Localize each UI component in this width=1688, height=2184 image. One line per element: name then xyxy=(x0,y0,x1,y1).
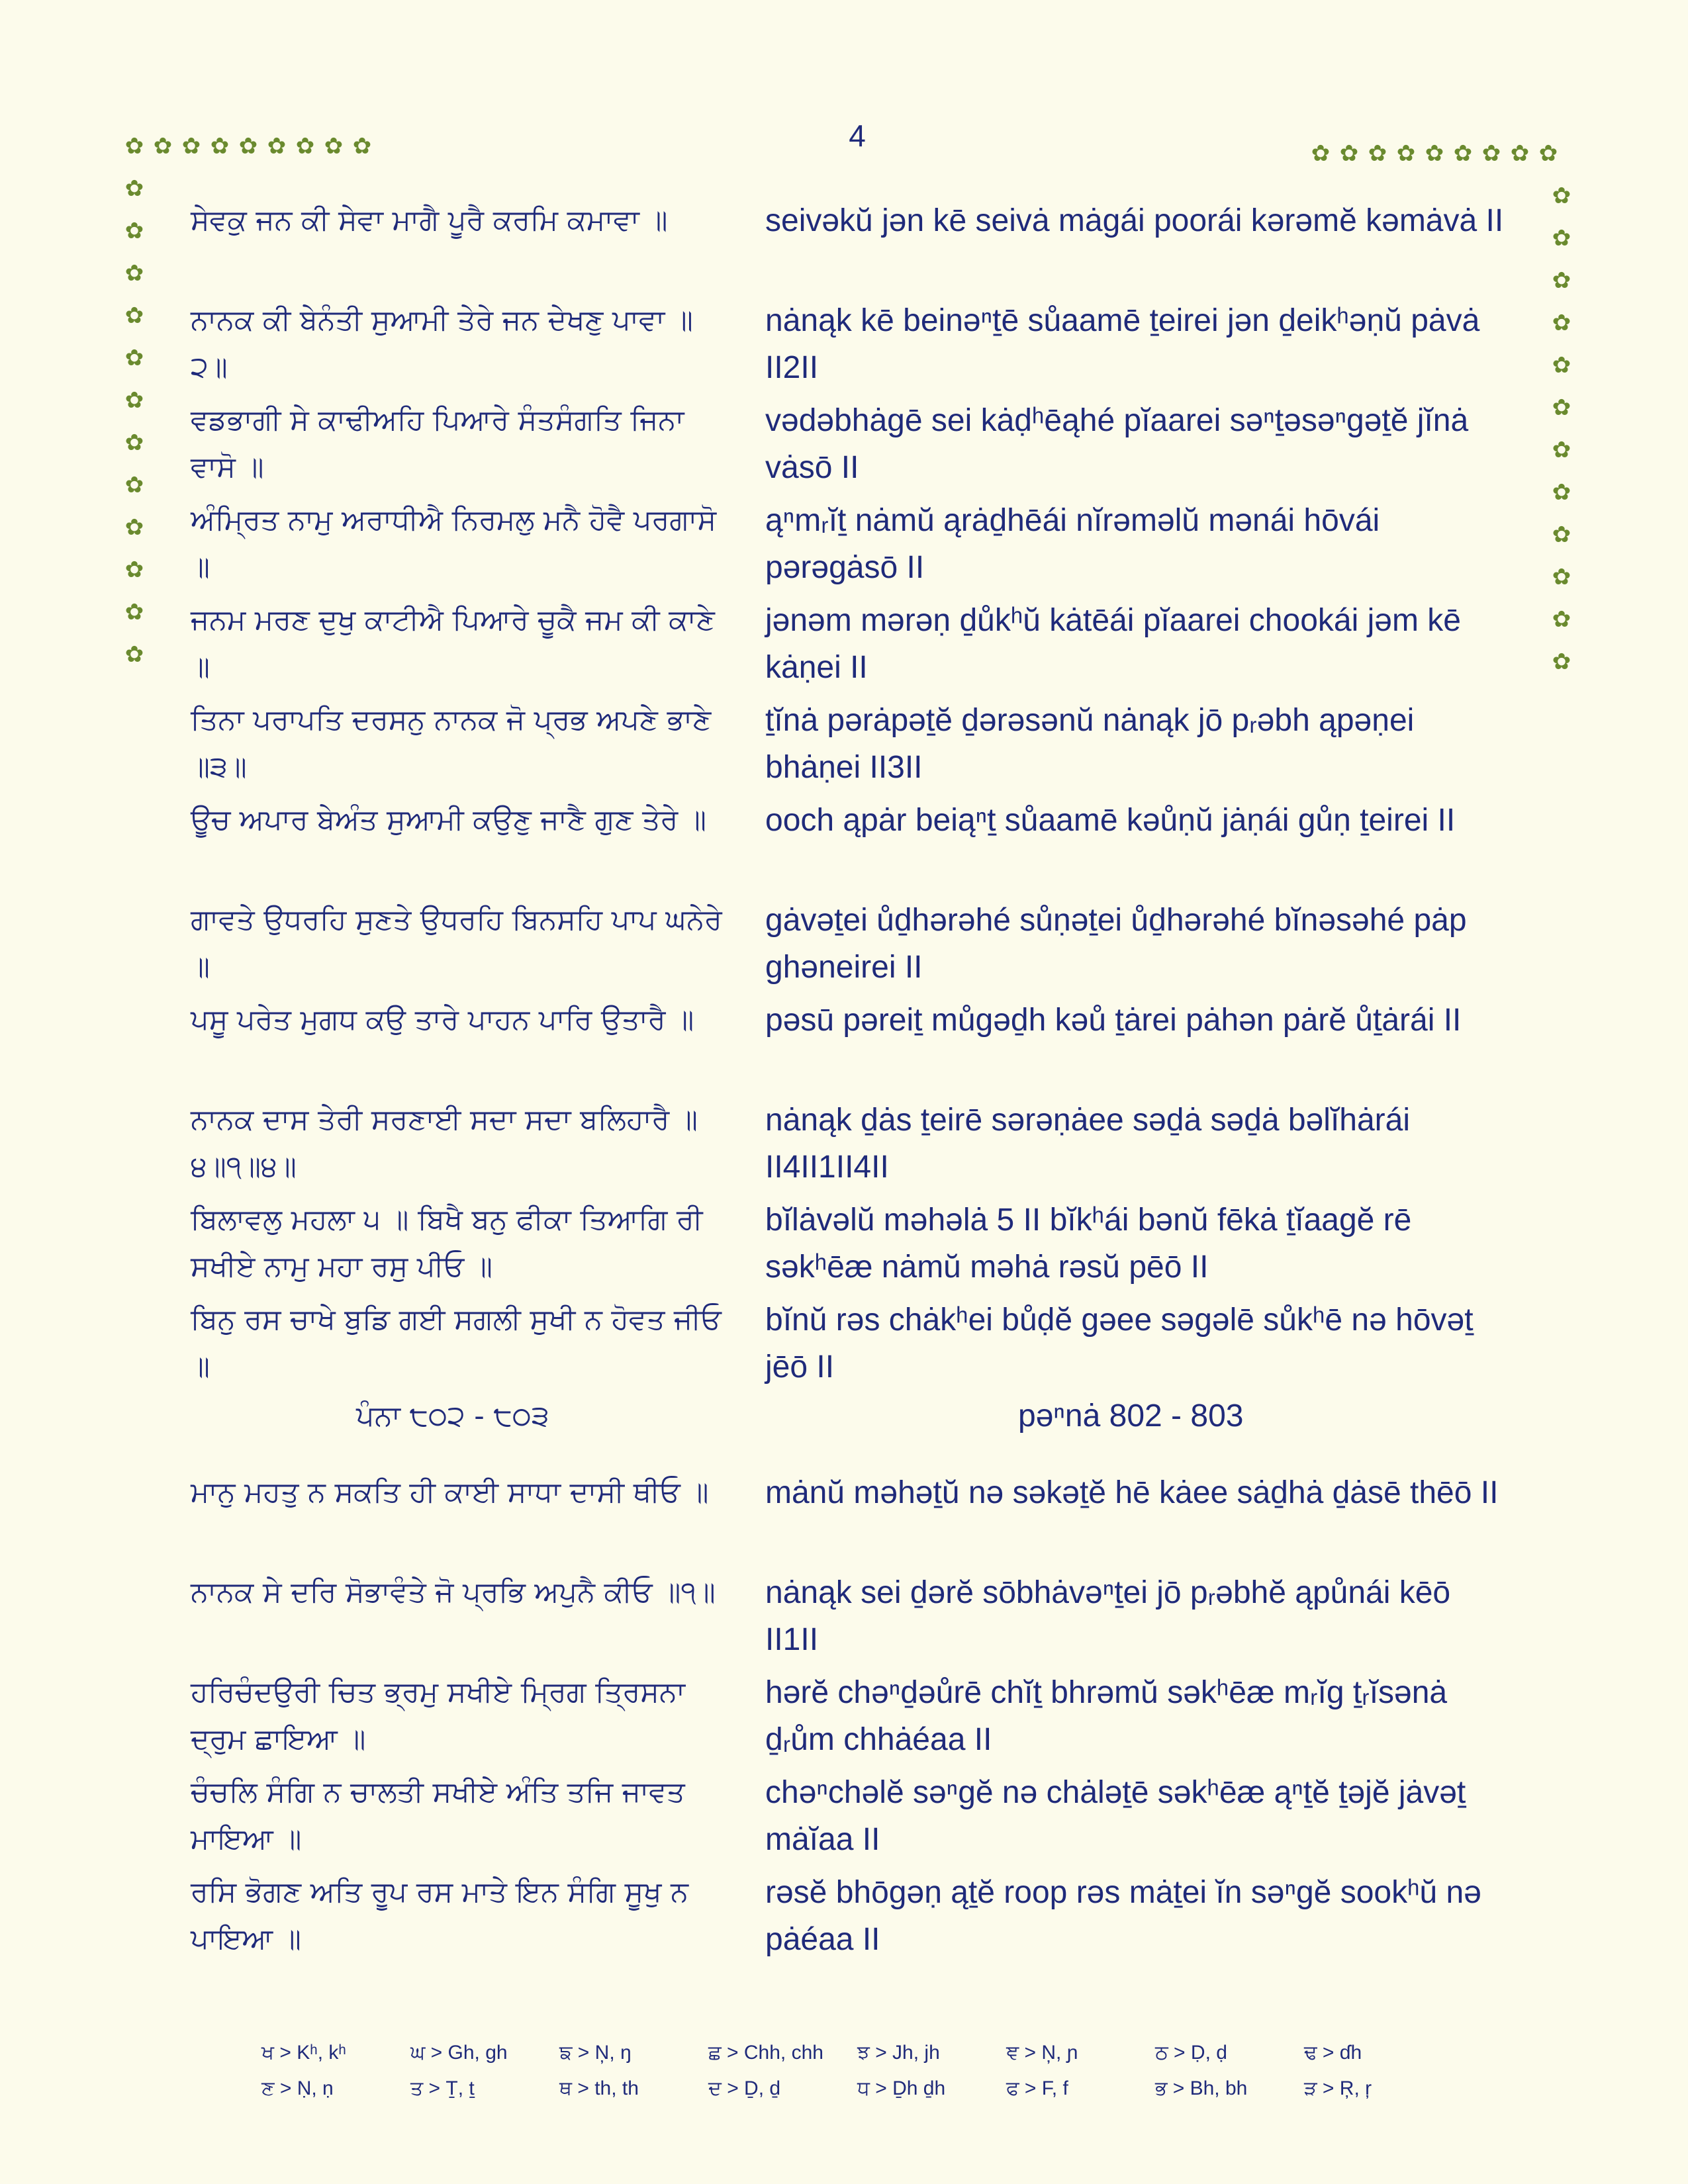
green-flower-icon: ✿ xyxy=(124,599,144,625)
transliteration-line: jənəm mərəṇ ḏůkʰŭ kȧtēái pĭaarei chookái jəm kē kȧṇei II xyxy=(765,603,1461,685)
gurmukhi-line: ਰਸਿ ਭੋਗਣ ਅਤਿ ਰੂਪ ਰਸ ਮਾਤੇ ਇਨ ਸੰਗਿ ਸੂਖੁ ਨ ਪਾਇਆ ॥ xyxy=(191,1876,689,1956)
transliteration-line: pəsū pəreiṯ můgəḏh kəů ṯȧrei pȧhən pȧrĕ ůṯȧrái II xyxy=(765,1003,1462,1038)
green-flower-icon: ✿ xyxy=(1552,522,1571,548)
verse-row xyxy=(191,1569,1534,1669)
transliteration-line: seivəkŭ jən kē seivȧ mȧgái poorái kərəmĕ kəmȧvȧ II xyxy=(765,203,1504,238)
legend-item: ਝ > Jh, jh xyxy=(857,2042,940,2064)
gurmukhi-line: ਨਾਨਕ ਕੀ ਬੇਨੰਤੀ ਸੁਆਮੀ ਤੇਰੇ ਜਨ ਦੇਖਣੁ ਪਾਵਾ ॥੨॥ xyxy=(191,304,693,384)
green-flower-icon: ✿ xyxy=(1538,140,1558,167)
green-flower-icon: ✿ xyxy=(1552,267,1571,294)
green-flower-icon: ✿ xyxy=(1453,140,1473,167)
verse-table xyxy=(191,197,1534,1969)
green-flower-icon: ✿ xyxy=(295,133,315,159)
legend-item: ਖ > Kʰ, kʰ xyxy=(261,2042,346,2064)
green-flower-icon: ✿ xyxy=(1552,183,1571,209)
legend-item: ਭ > Bh, bh xyxy=(1155,2077,1248,2099)
green-flower-icon: ✿ xyxy=(124,430,144,456)
verse-row xyxy=(191,797,1534,897)
transliteration-line: ooch ąpȧr beiąⁿṯ sůaamē kəůṇŭ jȧṇái gůṇ ṯeirei II xyxy=(765,803,1456,838)
green-flower-icon: ✿ xyxy=(210,133,230,159)
legend-item: ਫ > F, f xyxy=(1006,2077,1068,2099)
gurmukhi-line: ਅੰਮ੍ਰਿਤ ਨਾਮੁ ਅਰਾਧੀਐ ਨਿਰਮਲੁ ਮਨੈ ਹੋਵੈ ਪਰਗਾਸੋ ॥ xyxy=(191,504,717,584)
transliteration-line: nȧnąk ḏȧs ṯeirē sərəṇȧee səḏȧ səḏȧ bəlĭhȧrái II4II1II4II xyxy=(765,1103,1411,1185)
legend-item: ਛ > Chh, chh xyxy=(708,2042,823,2064)
transliteration-line: mȧnŭ məhəṯŭ nə səkəṯĕ hē kȧee sȧḏhȧ ḏȧsē thēō II xyxy=(765,1475,1499,1510)
green-flower-icon: ✿ xyxy=(124,218,144,244)
gurmukhi-line: ਨਾਨਕ ਦਾਸ ਤੇਰੀ ਸਰਣਾਈ ਸਦਾ ਸਦਾ ਬਲਿਹਾਰੈ ॥੪॥੧॥੪॥ xyxy=(191,1103,698,1183)
transliteration-line: hərĕ chəⁿḏəůrē chĭṯ bhrəmŭ səkʰēæ mᵣĭg ṯᵣĭsənȧ ḏᵣům chhȧéaa II xyxy=(765,1675,1448,1757)
verse-row xyxy=(191,1869,1534,1969)
green-flower-icon: ✿ xyxy=(324,133,344,159)
green-flower-icon: ✿ xyxy=(1552,394,1571,421)
legend-item: ਢ > ɗh xyxy=(1304,2042,1362,2064)
green-flower-icon: ✿ xyxy=(1552,437,1571,463)
green-flower-icon: ✿ xyxy=(1339,140,1359,167)
green-flower-icon: ✿ xyxy=(267,133,287,159)
legend-row xyxy=(261,2035,1453,2071)
verse-row xyxy=(191,1469,1534,1569)
green-flower-icon: ✿ xyxy=(124,175,144,202)
gurmukhi-line: ਤਿਨਾ ਪਰਾਪਤਿ ਦਰਸਨੁ ਨਾਨਕ ਜੋ ਪ੍ਰਭ ਅਪਣੇ ਭਾਣੇ ॥੩॥ xyxy=(191,704,712,784)
green-flower-icon: ✿ xyxy=(238,133,258,159)
legend-item: ਠ > Ḍ, ḍ xyxy=(1155,2042,1227,2064)
gurmukhi-line: ਗਾਵਤੇ ਉਧਰਹਿ ਸੁਣਤੇ ਉਧਰਹਿ ਬਿਨਸਹਿ ਪਾਪ ਘਨੇਰੇ ॥ xyxy=(191,903,722,983)
verse-row xyxy=(191,1769,1534,1869)
legend-item: ਘ > Gh, gh xyxy=(410,2042,508,2064)
green-flower-icon: ✿ xyxy=(1552,479,1571,506)
legend-item: ਧ > Ḏh ḏh xyxy=(857,2077,946,2099)
gurmukhi-line: ਜਨਮ ਮਰਣ ਦੁਖੁ ਕਾਟੀਐ ਪਿਆਰੇ ਚੂਕੈ ਜਮ ਕੀ ਕਾਣੇ ॥ xyxy=(191,604,715,684)
green-flower-icon: ✿ xyxy=(181,133,201,159)
page-range-heading xyxy=(191,1396,1534,1469)
verse-row xyxy=(191,1297,1534,1396)
green-flower-icon: ✿ xyxy=(1552,649,1571,675)
legend-item: ਞ > N̦, ɲ xyxy=(1006,2042,1078,2064)
green-flower-icon: ✿ xyxy=(124,302,144,329)
gurmukhi-line: ਹਰਿਚੰਦਉਰੀ ਚਿਤ ਭ੍ਰਮੁ ਸਖੀਏ ਮ੍ਰਿਗ ਤ੍ਰਿਸਨਾ ਦ੍ਰੁਮ ਛਾਇਆ ॥ xyxy=(191,1676,686,1756)
legend-item: ਦ > Ḏ, ḏ xyxy=(708,2077,781,2099)
verse-row xyxy=(191,397,1534,497)
gurmukhi-line: ਬਿਨੁ ਰਸ ਚਾਖੇ ਬੁਡਿ ਗਈ ਸਗਲੀ ਸੁਖੀ ਨ ਹੋਵਤ ਜੀਓ ॥ xyxy=(191,1303,722,1383)
green-flower-icon: ✿ xyxy=(1425,140,1444,167)
page-range-translit: pəⁿnȧ 802 - 803 xyxy=(1018,1398,1244,1433)
legend-item: ੜ > Ŗ, ŗ xyxy=(1304,2077,1372,2099)
green-flower-icon: ✿ xyxy=(1552,606,1571,633)
green-flower-icon: ✿ xyxy=(1510,140,1530,167)
transliteration-line: nȧnąk kē beinəⁿṯē sůaamē ṯeirei jən ḏeikʰəṇŭ pȧvȧ II2II xyxy=(765,303,1480,385)
gurmukhi-line: ਵਡਭਾਗੀ ਸੇ ਕਾਢੀਅਹਿ ਪਿਆਰੇ ਸੰਤਸੰਗਤਿ ਜਿਨਾ ਵਾਸੋ ॥ xyxy=(191,404,684,484)
gurmukhi-line: ਚੰਚਲਿ ਸੰਗਿ ਨ ਚਾਲਤੀ ਸਖੀਏ ਅੰਤਿ ਤਜਿ ਜਾਵਤ ਮਾਇਆ ॥ xyxy=(191,1776,685,1856)
transliteration-line: bĭlȧvəlŭ məhəlȧ 5 II bĭkʰái bənŭ fēkȧ ṯĭaagĕ rē səkʰēæ nȧmŭ məhȧ rəsŭ pēō II xyxy=(765,1203,1412,1285)
green-flower-icon: ✿ xyxy=(124,345,144,371)
gurmukhi-line: ਬਿਲਾਵਲੁ ਮਹਲਾ ੫ ॥ ਬਿਖੈ ਬਨੁ ਫੀਕਾ ਤਿਆਗਿ ਰੀ ਸਖੀਏ ਨਾਮੁ ਮਹਾ ਰਸੁ ਪੀਓ ॥ xyxy=(191,1203,703,1283)
green-flower-icon: ✿ xyxy=(352,133,372,159)
gurmukhi-line: ਮਾਨੁ ਮਹਤੁ ਨ ਸਕਤਿ ਹੀ ਕਾਈ ਸਾਧਾ ਦਾਸੀ ਥੀਓ ॥ xyxy=(191,1476,709,1509)
gurmukhi-line: ਸੇਵਕੁ ਜਨ ਕੀ ਸੇਵਾ ਮਾਗੈ ਪੂਰੈ ਕਰਮਿ ਕਮਾਵਾ ॥ xyxy=(191,204,668,237)
green-flower-icon: ✿ xyxy=(1396,140,1416,167)
gurmukhi-line: ਊਚ ਅਪਾਰ ਬੇਅੰਤ ਸੁਆਮੀ ਕਉਣੁ ਜਾਣੈ ਗੁਣ ਤੇਰੇ ॥ xyxy=(191,803,706,837)
green-flower-icon: ✿ xyxy=(124,260,144,287)
page-number: 4 xyxy=(849,118,866,153)
transliteration-line: nȧnąk sei ḏərĕ sōbhȧvəⁿṯei jō pᵣəbhĕ ąpůnái kēō II1II xyxy=(765,1575,1451,1657)
transliteration-line: chəⁿchəlĕ səⁿgĕ nə chȧləṯē səkʰēæ ąⁿṯĕ ṯəjĕ jȧvəṯ mȧĭaa II xyxy=(765,1775,1466,1857)
verse-row xyxy=(191,1197,1534,1297)
green-flower-icon: ✿ xyxy=(124,133,144,159)
green-flower-icon: ✿ xyxy=(1552,564,1571,590)
green-flower-icon: ✿ xyxy=(124,641,144,668)
green-flower-icon: ✿ xyxy=(1552,225,1571,251)
verse-row xyxy=(191,297,1534,397)
verse-row xyxy=(191,997,1534,1097)
legend-item: ਥ > th, th xyxy=(559,2077,639,2099)
green-flower-icon: ✿ xyxy=(124,514,144,541)
legend-item: ਣ > Ṇ, ṇ xyxy=(261,2077,334,2099)
transliteration-line: rəsĕ bhōgəṇ ąṯĕ roop rəs mȧṯei ĭn səⁿgĕ sookʰŭ nə pȧéaa II xyxy=(765,1875,1481,1957)
page-range-gurmukhi: ਪੰਨਾ ੮੦੨ - ੮੦੩ xyxy=(356,1400,549,1433)
green-flower-icon: ✿ xyxy=(124,472,144,498)
legend-item: ਤ > Ṯ, ṯ xyxy=(410,2077,475,2099)
green-flower-icon: ✿ xyxy=(1368,140,1387,167)
transliteration-legend xyxy=(261,2035,1453,2107)
verse-row xyxy=(191,1669,1534,1769)
gurmukhi-line: ਨਾਨਕ ਸੇ ਦਰਿ ਸੋਭਾਵੰਤੇ ਜੋ ਪ੍ਰਭਿ ਅਪੁਨੈ ਕੀਓ ॥੧॥ xyxy=(191,1576,716,1609)
green-flower-icon: ✿ xyxy=(124,557,144,583)
legend-item: ਙ > N̦, ŋ xyxy=(559,2042,632,2064)
verse-row xyxy=(191,1097,1534,1197)
transliteration-line: bĭnŭ rəs chȧkʰei bůḍĕ gəee səgəlē sůkʰē nə hōvəṯ jēō II xyxy=(765,1302,1474,1385)
transliteration-line: gȧvəṯei ůḏhərəhé sůṇəṯei ůḏhərəhé bĭnəsəhé pȧp ghəneirei II xyxy=(765,903,1467,985)
green-flower-icon: ✿ xyxy=(1311,140,1331,167)
verse-row xyxy=(191,497,1534,597)
green-flower-icon: ✿ xyxy=(1481,140,1501,167)
green-flower-icon: ✿ xyxy=(124,387,144,414)
green-flower-icon: ✿ xyxy=(1552,352,1571,379)
legend-row xyxy=(261,2071,1453,2107)
verse-row xyxy=(191,597,1534,697)
transliteration-line: ąⁿmᵣĭṯ nȧmŭ ąrȧḏhēái nĭrəməlŭ mənái hōvái pərəgȧsō II xyxy=(765,503,1380,585)
verse-row xyxy=(191,697,1534,797)
verse-row xyxy=(191,197,1534,297)
transliteration-line: ṯĭnȧ pərȧpəṯĕ ḏərəsənŭ nȧnąk jō pᵣəbh ąpəṇei bhȧṇei II3II xyxy=(765,703,1415,785)
verse-row xyxy=(191,897,1534,997)
green-flower-icon: ✿ xyxy=(1552,310,1571,336)
gurmukhi-line: ਪਸੂ ਪਰੇਤ ਮੁਗਧ ਕਉ ਤਾਰੇ ਪਾਹਨ ਪਾਰਿ ਉਤਾਰੈ ॥ xyxy=(191,1003,694,1036)
green-flower-icon: ✿ xyxy=(153,133,173,159)
transliteration-line: vədəbhȧgē sei kȧḍʰēąhé pĭaarei səⁿṯəsəⁿgəṯĕ jĭnȧ vȧsō II xyxy=(765,403,1469,485)
